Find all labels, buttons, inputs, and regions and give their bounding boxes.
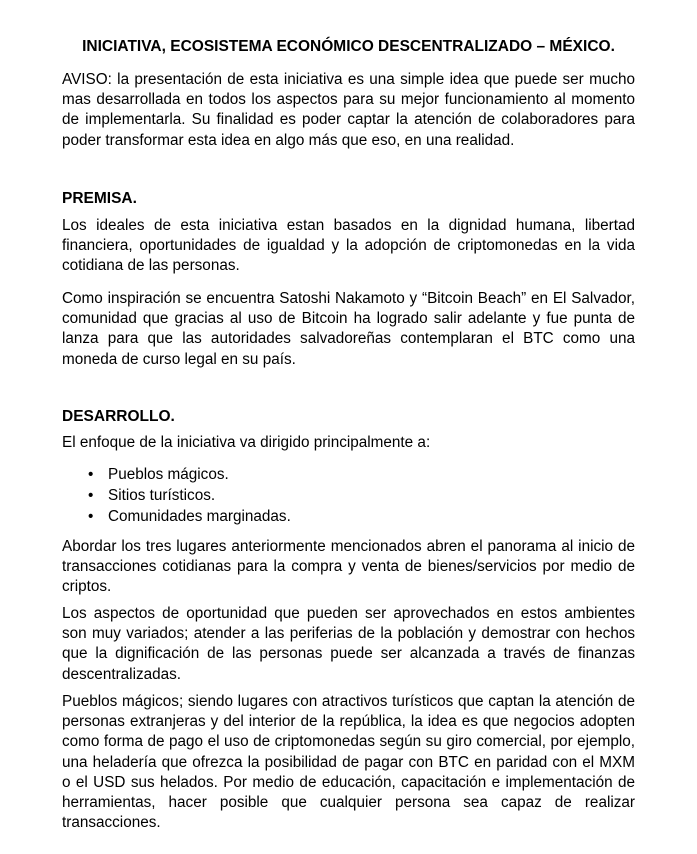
bullet-icon: • [88,508,94,525]
premise-paragraph-1: Los ideales de esta iniciativa estan basados en la dignidad humana, libertad financiera, oportunidades de igualdad y la adopción de criptomonedas en la vida cotidiana de las personas. [62,217,635,275]
list-item [62,506,635,527]
bullet-icon: • [88,466,94,483]
list-item [62,464,635,485]
development-intro: El enfoque de la iniciativa va dirigido principalmente a: [62,434,431,451]
list-item [62,485,635,506]
premise-heading: PREMISA. [62,190,137,207]
notice-paragraph: AVISO: la presentación de esta iniciativa es una simple idea que puede ser mucho mas desarrollada en todos los aspectos para su mejor funcionamiento al momento de implementarla. Su finalidad es poder captar la atención de colaboradores para poder transformar esta idea en algo más que eso, en una realidad. [62,71,635,149]
focus-list [62,464,635,527]
list-item-label: Pueblos mágicos. [108,466,229,483]
development-paragraph-1: Abordar los tres lugares anteriormente mencionados abren el panorama al inicio de transacciones cotidianas para la compra y venta de bienes/servicios por medio de criptos. [62,538,635,596]
list-item-label: Comunidades marginadas. [108,508,291,525]
premise-paragraph-2: Como inspiración se encuentra Satoshi Nakamoto y “Bitcoin Beach” en El Salvador, comunidad que gracias al uso de Bitcoin ha logrado salir adelante y fue punta de lanza para que las autoridades salvadoreñas contemplaran el BTC como una moneda de curso legal en su país. [62,290,635,368]
development-heading: DESARROLLO. [62,408,175,425]
document-title: INICIATIVA, ECOSISTEMA ECONÓMICO DESCENTRALIZADO – MÉXICO. [82,38,615,55]
bullet-icon: • [88,487,94,504]
list-item-label: Sitios turísticos. [108,487,216,504]
development-paragraph-2: Los aspectos de oportunidad que pueden ser aprovechados en estos ambientes son muy variados; atender a las periferias de la población y demostrar con hechos que la dignificación de las personas puede ser alcanzada a través de finanzas descentralizadas. [62,605,635,683]
development-paragraph-3: Pueblos mágicos; siendo lugares con atractivos turísticos que captan la atención de personas extranjeras y del interior de la república, la idea es que negocios adopten como forma de pago el uso de criptomonedas según su giro comercial, por ejemplo, una heladería que ofrezca la posibilidad de pagar con BTC en paridad con el MXM o el USD sus helados. Por medio de educación, capacitación e implementación de herramientas, hacer posible que cualquier persona sea capaz de realizar transacciones. [62,693,635,832]
